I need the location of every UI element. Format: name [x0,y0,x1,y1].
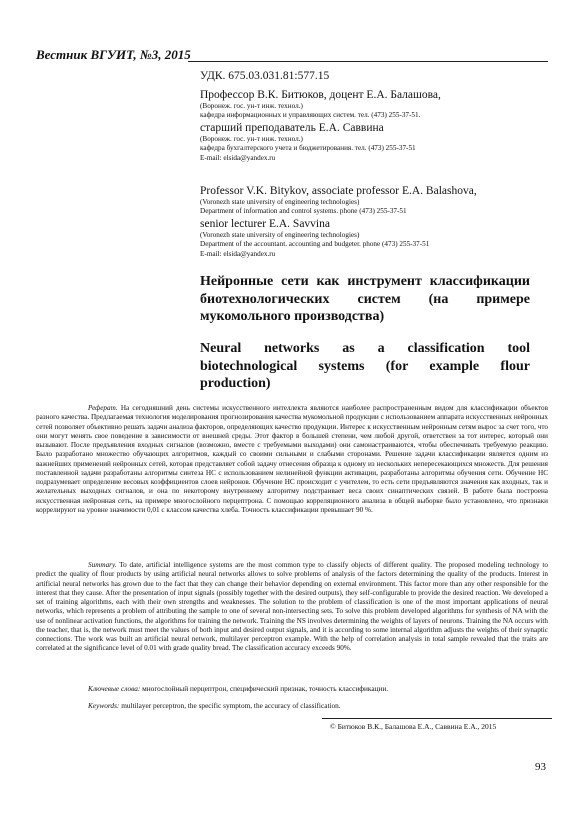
title-ru: Нейронные сети как инструмент классификации биотехнологических систем (на примере мукомольного производства) [200,274,530,325]
header-rule [188,61,548,62]
authors-ru-dept1: кафедра информационных и управляющих систем. тел. (473) 255-37-51. [200,111,421,120]
authors-en [200,184,550,259]
keywords-en [88,701,341,710]
authors-ru-aff2: (Воронеж. гос. ун-т инж. технол.) [200,134,303,143]
abstract-en-label: Summary. [88,561,117,569]
running-header [36,47,548,67]
authors-en-dept1: Department of information and control systems. phone (473) 255-37-51 [200,207,407,216]
authors-ru [200,88,550,163]
journal-title: Вестник ВГУИТ, №3, 2015 [36,47,191,62]
abstract-ru [36,404,548,515]
page-number: 93 [535,761,546,773]
authors-ru-line1: Профессор В.К. Битюков, доцент Е.А. Балашова, [200,89,441,101]
authors-ru-dept2: кафедра бухгалтерского учета и бюджетирования. тел. (473) 255-37-51 [200,144,416,153]
authors-en-line2: senior lecturer E.A. Savvina [200,217,330,230]
authors-en-aff2: (Voronezh state university of engineering technologies) [200,230,360,239]
keywords-en-label: Keywords: [88,701,120,710]
authors-en-dept2: Department of the accountant. accounting and budgeter. phone (473) 255-37-51 [200,240,430,249]
keywords-ru-text: многослойный перцептрон, специфический признак, точность классификации. [142,684,389,693]
title-en: Neural networks as a classification tool biotechnological systems (for example flour production) [200,341,530,392]
keywords-ru [88,684,388,693]
abstract-en [36,561,548,654]
authors-en-email: E-mail: elsida@yandex.ru [200,249,276,258]
authors-ru-line2: старший преподаватель Е.А. Саввина [200,121,384,134]
keywords-en-text: multilayer perceptron, the specific symptom, the accuracy of classification. [121,701,341,710]
copyright-notice: © Битюков В.К., Балашова Е.А., Саввина Е.А., 2015 [322,718,552,731]
abstract-ru-text: На сегодняшний день системы искусственного интеллекта являются наиболее распространенным видом для классификации объектов разного качества. Предлагаемая технология моделирования прогнозирования качества мукомольной продукции с использованием аппарата искусственных нейронных сетей позволяет объективно решать задачи анализа факторов, определяющих качество продукции. Интерес к искусственным нейронным сетям вырос за счет того, что они могут менять свое поведение в зависимости от внешней среды. Этот фактор в большей степени, чем любой другой, ответствен за тот интерес, который они вызывают. После предъявления входных сигналов (возможно, вместе с требуемыми выходами) они самонастраиваются, чтобы обеспечивать требуемую реакцию. Было разработано множество обучающих алгоритмов, каждый со своими сильными и слабыми сторонами. Решение задачи классификации является одним из важнейших применений нейронных сетей, которая представляет собой задачу отнесения образца к одному из нескольких непересекающихся множеств. Для решения поставленной задачи разработаны алгоритмы синтеза НС с использованием нелинейной функции активации, разработаны алгоритмы обучения сети. Обучение НС подразумевает определение весовых коэффициентов слоев нейронов. Обучение НС происходит с учителем, то есть сети предъявляются значения как входных, так и желательных выходных сигналов, и она по некоторому внутреннему алгоритму подстраивает веса своих синаптических связей. В работе была построена искусственная нейронная сеть, на примере многослойного перцептрона. С помощью корреляционного анализа в общей выборке было установлено, что признаки коррелируют на уровне значимости 0,01 с классом качества хлеба. Точность классификации превышает 90 %. [36,404,549,514]
authors-en-line1: Professor V.K. Bitykov, associate professor E.A. Balashova, [200,185,477,197]
udk-code: УДК. 675.03.031.81:577.15 [200,70,330,82]
abstract-en-text: To date, artificial intelligence systems are the most common type to classify objects of different quality. The proposed modeling technology to predict the quality of flour products by using artificial neural networks allows to solve problems of analysis of the factors determining the quality of the products. Interest in artificial neural networks has grown due to the fact that they can change their behavior depending on external environment. This factor more than any other responsible for the interest that they cause. After the presentation of input signals (possibly together with the desired outputs), they self-configurable to provide the desired reaction. We developed a set of training algorithms, each with their own strengths and weaknesses. The solution to the problem of classification is one of the most important applications of neural networks, which represents a problem of attributing the sample to one of several non-intersecting sets. To solve this problem developed algorithms for synthesis of NA with the use of nonlinear activation functions, the algorithms for training the network. Training the NS involves determining the weights of layers of neurons. Training the NA occurs with the teacher, that is, the network must meet the values of both input and desired output signals, and it is according to some internal algorithm adjusts the weights of their synaptic connections. The work was built an artificial neural network, multilayer perceptron example. With the help of correlation analysis in total sample revealed that the traits are correlated at the significance level of 0.01 with grade quality bread. The classification accuracy exceeds 90%. [36,561,548,653]
keywords-ru-label: Ключевые слова: [88,684,141,693]
authors-ru-aff1: (Воронеж. гос. ун-т инж. технол.) [200,102,303,110]
authors-ru-email: E-mail: elsida@yandex.ru [200,153,276,162]
abstract-ru-label: Реферат. [88,404,118,412]
authors-en-aff1: (Voronezh state university of engineering technologies) [200,198,360,206]
